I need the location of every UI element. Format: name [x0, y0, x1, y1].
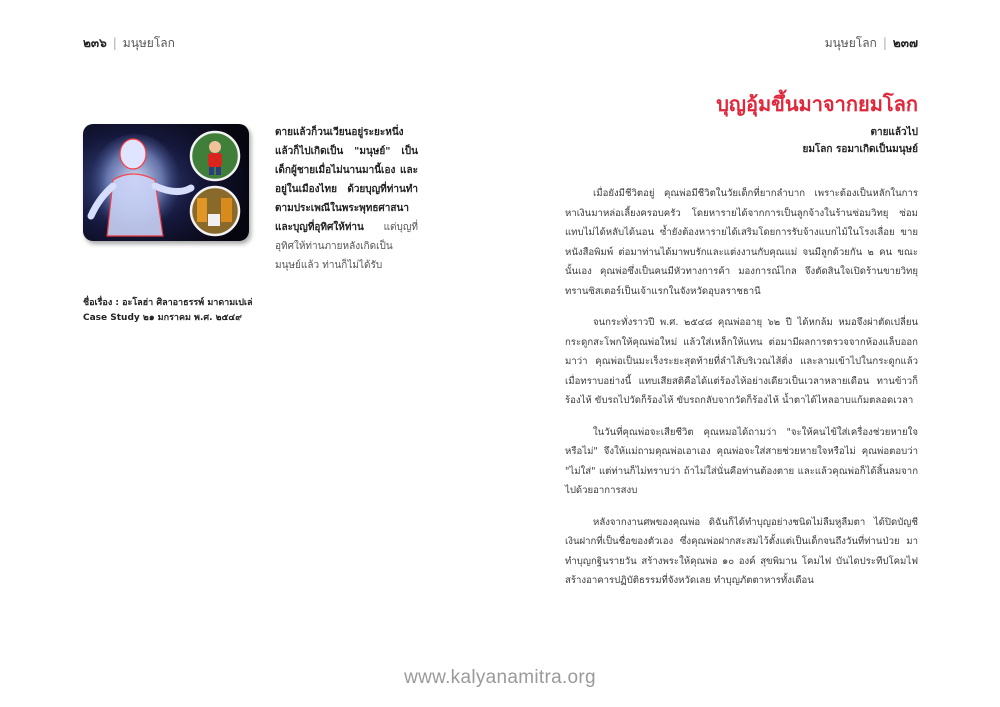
right-page-number: ๒๓๗: [892, 36, 918, 50]
case-study-source: [83, 296, 253, 326]
left-header-title: มนุษยโลก: [122, 36, 175, 50]
left-page-number: ๒๓๖: [83, 36, 107, 50]
caption-bold-text: ตายแล้วก็วนเวียนอยู่ระยะหนึ่ง แล้วก็ไปเกิดเป็น "มนุษย์" เป็นเด็กผู้ชายเมื่อไม่นานมานี้เอง และอยู่ในเมืองไทย ด้วยบุญที่ท่านทำตามประเพณีในพระพุทธศาสนา และบุญที่อุทิศให้ท่าน: [275, 127, 418, 233]
source-label: ชื่อเรื่อง :: [83, 298, 123, 308]
header-separator: |: [882, 36, 887, 50]
chapter-subtitle: [802, 124, 918, 158]
subtitle-line-1: ตายแล้วไป: [870, 127, 918, 138]
header-separator: |: [112, 36, 117, 50]
illustration-photo: [83, 124, 249, 241]
chapter-title: บุญอุ้มขึ้นมาจากยมโลก: [716, 92, 918, 116]
paragraph-2: จนกระทั่งราวปี พ.ศ. ๒๕๔๘ คุณพ่ออายุ ๖๒ ปี ได้หกล้ม หมอจึงผ่าตัดเปลี่ยนกระดูกสะโพกให้คุณพ่อใหม่ แล้วใส่เหล็กให้แทน ต่อมามีผลการตรวจจากห้องแล็บออกมาว่า คุณพ่อเป็นมะเร็งระยะสุดท้ายที่ลำไส้บริเวณไส้ติ่ง และลามเข้าไปในกระดูกแล้ว เมื่อทราบอย่างนี้ แทบเสียสติคือได้แต่ร้องไห้อย่างเดียวเป็นเวลาหลายเดือน ทานข้าวก็ร้องไห้ ขับรถไปวัดก็ร้องไห้ ขับรถกลับจากวัดก็ร้องไห้ น้ำตาได้ไหลอาบแก้มตลอดเวลา: [565, 317, 918, 406]
illustration-image: [83, 124, 249, 241]
paragraph-1: เมื่อยังมีชีวิตอยู่ คุณพ่อมีชีวิตในวัยเด็กที่ยากลำบาก เพราะต้องเป็นหลักในการหาเงินมาหล่อเลี้ยงครอบครัว โดยหารายได้จากการเป็นลูกจ้างในร้านซ่อมวิทยุ ซ่อมแทบไม่ได้หลับได้นอน ซ้ำยังต้องหารายได้เสริมโดยการรับจ้างแบกไม้ในโรงเลื่อย ขายหนังสือพิมพ์ ต่อมาท่านได้มาพบรักและแต่งงานกับคุณแม่ จนมีลูกด้วยกัน ๒ คน ขณะนั้นเอง คุณพ่อซึ่งเป็นคนมีหัวทางการค้า มองการณ์ไกล จึงตัดสินใจเปิดร้านขายวิทยุทรานซิสเตอร์เป็นเจ้าแรกในจังหวัดอุบลราชธานี: [565, 188, 918, 297]
source-title-line: [83, 296, 253, 311]
left-page-header: [83, 34, 175, 53]
website-watermark: www.kalyanamitra.org: [404, 667, 596, 688]
article-body: [565, 184, 918, 603]
source-name: อะโลฮ่า ศิลาอาธรรพ์ มาดามเปเล่: [122, 298, 253, 308]
caption-normal-text: แต่บุญที่อุทิศให้ท่านภายหลังเกิดเป็นมนุษย์แล้ว ท่านก็ไม่ได้รับ: [275, 222, 418, 271]
subtitle-line-2: ยมโลก รอมาเกิดเป็นมนุษย์: [802, 144, 918, 155]
right-page-header: [825, 34, 918, 53]
source-case-line: Case Study ๒๑ มกราคม พ.ศ. ๒๕๔๙: [83, 313, 242, 323]
paragraph-3: ในวันที่คุณพ่อจะเสียชีวิต คุณหมอได้ถามว่า "จะให้คนไข้ใส่เครื่องช่วยหายใจหรือไม่" จึงให้แม่ถามคุณพ่อเอาเอง คุณพ่อจะใส่สายช่วยหายใจหรือไม่ คุณพ่อตอบว่า "ไม่ใส่" แต่ท่านก็ไม่ทราบว่า ถ้าไม่ใส่นั่นคือท่านต้องตาย และแล้วคุณพ่อก็ได้สิ้นลมจากไปด้วยอาการสงบ: [565, 426, 918, 496]
photo-caption: [275, 123, 418, 275]
paragraph-4: หลังจากงานศพของคุณพ่อ ดิฉันก็ได้ทำบุญอย่างชนิดไม่ลืมหูลืมตา ได้ปิดบัญชีเงินฝากที่เป็นชื่อของตัวเอง ซึ่งคุณพ่อฝากสะสมไว้ตั้งแต่เป็นเด็กจนถึงวันที่ท่านป่วย มาทำบุญกฐินรายวัน สร้างพระให้คุณพ่อ ๑๐ องค์ สุขพิมาน โคมไฟ บันไดประทีปโคมไฟ สร้างอาคารปฏิบัติธรรมที่จังหวัดเลย ทำบุญภัตตาหารทั้งเดือน: [565, 516, 918, 586]
right-header-title: มนุษยโลก: [824, 36, 877, 50]
